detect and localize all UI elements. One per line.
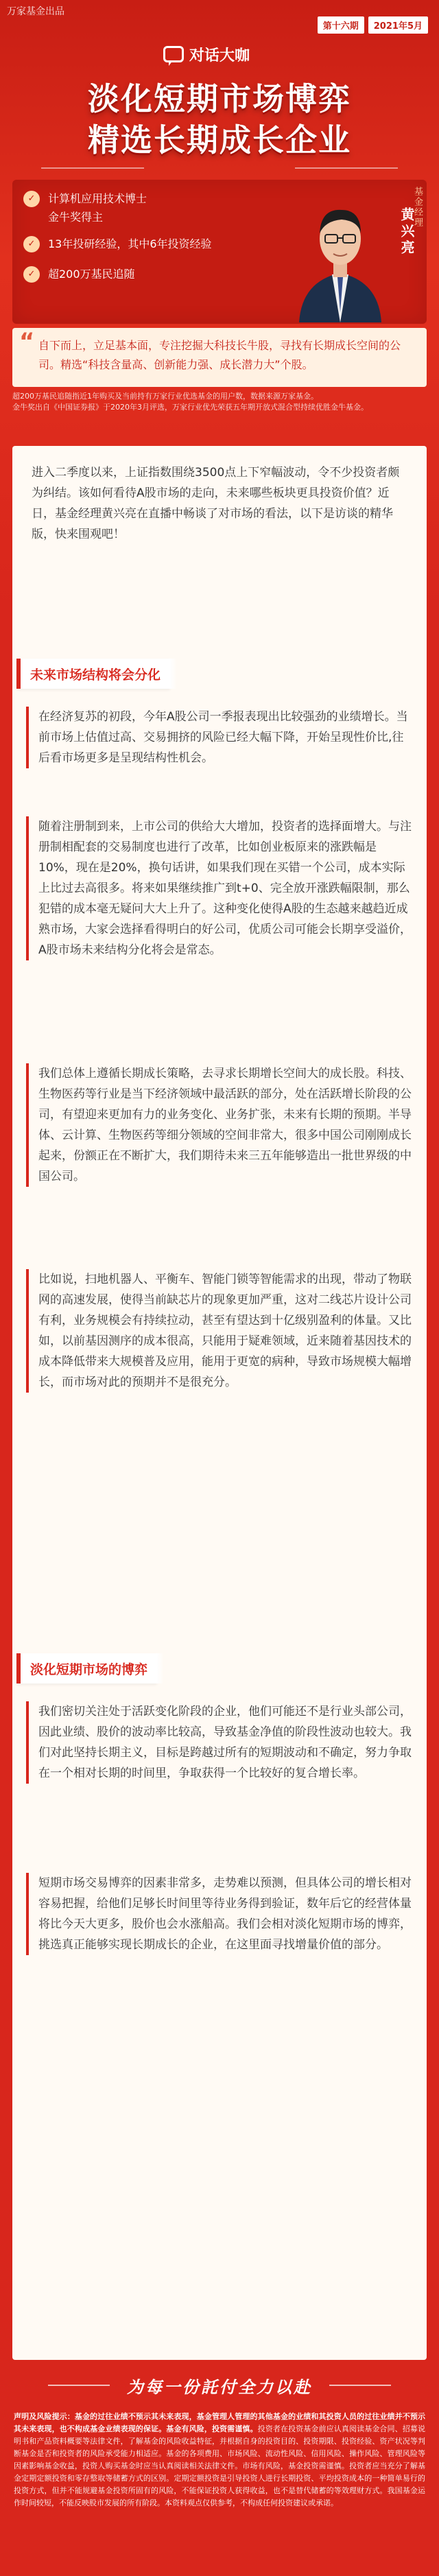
article-paragraph: 我们密切关注处于活跃变化阶段的企业，他们可能还不是行业头部公司，因此业绩、股价的波动率比较高，导致基金净值的阶段性波动也较大。我们对此坚持长期主义，目标是跨越过所有的短期波动和不确定，努力争取在一个相对长期的时间里，争取获得一个比较好的复合增长率。 [26, 1701, 413, 1784]
manager-role: 基金经理 [412, 187, 423, 228]
issue-badge [318, 16, 428, 34]
credential-item [23, 236, 212, 252]
closing-divider-right [329, 2385, 391, 2386]
credential-item [48, 210, 103, 225]
section-title: 未来市场结构将会分化 [16, 659, 170, 689]
article-paragraph: 比如说，扫地机器人、平衡车、智能门锁等智能需求的出现，带动了物联网的高速发展，使得当前缺芯片的现象更加严重，这对二线芯片设计公司有利，业务规模会有持续拉动，甚至有望达到十亿级别盈利的体量。又比如，以前基因测序的成本很高，只能用于疑难领域，近来随着基因技术的成本降低带来大规模普及应用，能用于更宽的病种，导致市场规模大幅增长，而市场对此的预期并不是很充分。 [26, 1269, 413, 1393]
credential-text: 金牛奖得主 [48, 211, 104, 224]
manager-name: 黄兴亮 [399, 207, 415, 257]
credential-text: 超200万基民追随 [48, 268, 135, 281]
article-card [12, 446, 427, 2360]
section-title: 淡化短期市场的博弈 [16, 1653, 157, 1683]
issue-number: 第十六期 [318, 16, 364, 34]
check-icon: ✓ [23, 266, 40, 283]
intro-paragraph: 进入二季度以来，上证指数围绕3500点上下窄幅波动，令不少投资者颇为纠结。该如何看待A股市场的走向，未来哪些板块更具投资价值？近日，基金经理黄兴亮在直播中畅谈了对市场的看法，以下是访谈的精华版，快来围观吧！ [32, 466, 400, 541]
quote-mark-icon: “ [19, 328, 35, 355]
title-divider-left [41, 167, 144, 169]
title-divider-right [295, 167, 398, 169]
series-label: 对话大咖 [189, 47, 250, 64]
credential-text: 计算机应用技术博士 [48, 192, 147, 205]
chat-bubble-icon [163, 46, 184, 62]
credential-item [23, 191, 147, 207]
issue-date: 2021年5月 [368, 16, 428, 34]
manager-portrait [292, 185, 388, 322]
credential-text: 13年投研经验，其中6年投资经验 [48, 237, 212, 250]
footnotes [12, 391, 427, 413]
disclaimer-body: 投资者在投资基金前应认真阅读基金合同、招募说明书和产品资料概要等法律文件，了解基金的风险收益特征，并根据自身的投资目的、投资期限、投资经验、资产状况等判断基金是否和投资者的风险承受能力相适应。基金的各项费用、市场风险、流动性风险、信用风险、操作风险、管理风险等因素影响基金收益，投资人购买基金时应当认真阅读相关法律文件。市场有风险，基金投资需谨慎。投资者应当充分了解基金定期定额投资和零存整取等储蓄方式的区别。定期定额投资是引导投资人进行长期投资、平均投资成本的一种简单易行的投资方式，但并不能规避基金投资所固有的风险，不能保证投资人获得收益，也不是替代储蓄的等效理财方式。我国基金运作时间较短，不能反映股市发展的所有阶段。本资料观点仅供参考，不构成任何投资建议或承诺。 [14, 2424, 426, 2507]
footnote: 金牛奖出自《中国证券报》于2020年3月评选，万家行业优先荣获五年期开放式混合型持续优胜金牛基金。 [12, 403, 368, 412]
disclaimer [14, 2411, 425, 2509]
disclaimer-lead: 声明及风险提示：基金的过往业绩不预示其未来表现，基金管理人管理的其他基金的业绩和其投资人员的过往业绩并不预示其未来表现，也不构成基金业绩表现的保证。基金有风险，投资需谨慎。 [14, 2412, 425, 2433]
brand-label: 万家基金出品 [7, 6, 64, 17]
closing-slogan: 为每一份託付全力以赴 [127, 2378, 312, 2397]
article-paragraph: 在经济复苏的初段，今年A股公司一季报表现出比较强劲的业绩增长。当前市场上估值过高、交易拥挤的风险已经大幅下降，开始呈现性价比,往后看市场更多是呈现结构性机会。 [26, 707, 413, 768]
page-title-line1: 淡化短期市场博弈 [88, 80, 351, 117]
manager-info-panel [12, 180, 427, 324]
page-title-line2: 精选长期成长企业 [88, 121, 351, 158]
footnote: 超200万基民追随指近1年购买及当前持有万家行业优选基金的用户数，数据来源万家基金。 [12, 392, 318, 401]
series-badge [163, 43, 266, 66]
article-paragraph: 我们总体上遵循长期成长策略，去寻求长期增长空间大的成长股。科技、生物医药等行业是当下经济领域中最活跃的部分，处在活跃增长阶段的公司，有望迎来更加有力的业务变化、业务扩张，未来有长期的预期。半导体、云计算、生物医药等细分领域的空间非常大，很多中国公司刚刚成长起来，份额正在不断扩大，我们期待未来三五年能够造出一批世界级的中国公司。 [26, 1063, 413, 1187]
article-paragraph: 随着注册制到来，上市公司的供给大大增加，投资者的选择面增大。与注册制相配套的交易制度也进行了改革，比如创业板原来的涨跌幅是10%，现在是20%，换句话讲，如果我们现在买错一个公司，成本实际上比过去高很多。将来如果继续推广到t+0、完全放开涨跌幅限制，那么犯错的成本毫无疑问大大上升了。这种变化使得A股的生态越来越趋近成熟市场，大家会选择看得明白的好公司，优质公司可能会长期享受溢价，A股市场未来结构分化将会是常态。 [26, 816, 413, 960]
article-paragraph: 短期市场交易博弈的因素非常多，走势难以预测，但具体公司的增长相对容易把握，给他们足够长时间里等待业务得到验证，数年后它的经营体量将比今天大更多，股价也会水涨船高。我们会相对淡化短期市场的博弈，挑选真正能够实现长期成长的企业，在这里面寻找增量价值的部分。 [26, 1873, 413, 1955]
check-icon: ✓ [23, 191, 40, 207]
quote-box [12, 328, 427, 387]
quote-text: 自下而上，立足基本面，专注挖掘大科技长牛股，寻找有长期成长空间的公司。精选“科技含量高、创新能力强、成长潜力大”个股。 [38, 339, 401, 371]
check-icon: ✓ [23, 236, 40, 252]
credential-item [23, 266, 135, 283]
